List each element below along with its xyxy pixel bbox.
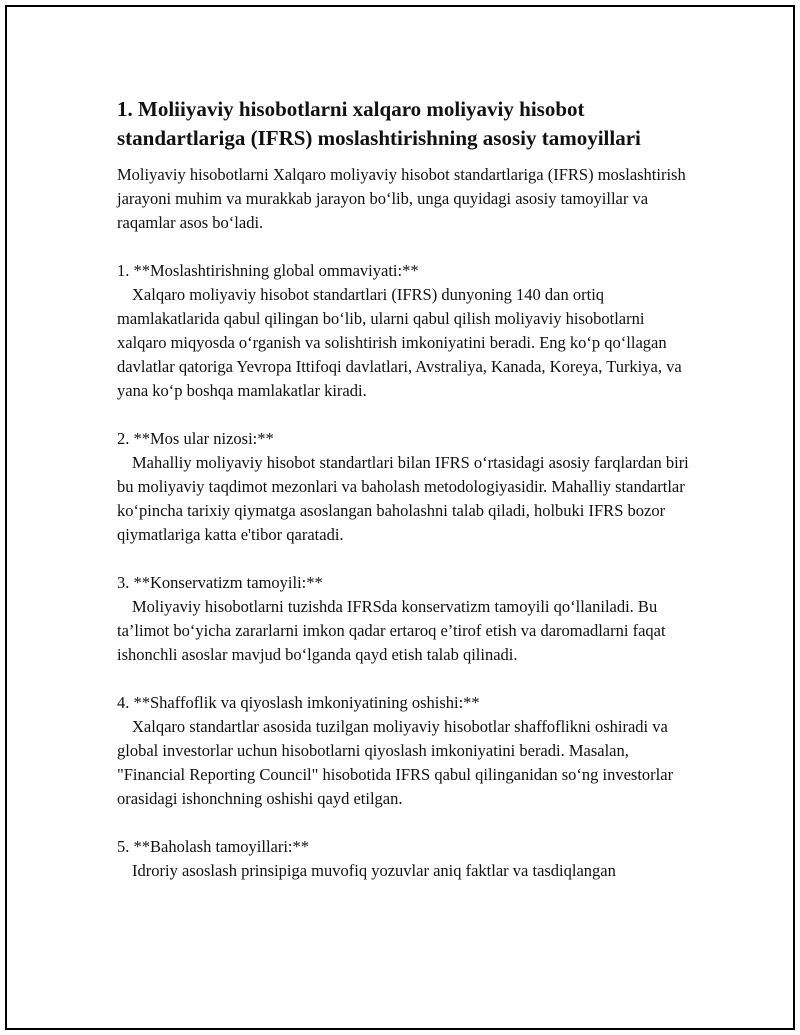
section-4 (117, 691, 697, 811)
section-5 (117, 835, 697, 883)
section-body: Moliyaviy hisobotlarni tuzishda IFRSda konservatizm tamoyili qo‘llaniladi. Bu ta’limot bo‘yicha zararlarni imkon qadar ertaroq e’tirof etish va daromadlarni faqat ishonchli asoslar mavjud bo‘lganda qayd etish talab qilinadi. (117, 597, 666, 664)
page-frame (5, 5, 795, 1030)
section-heading: 4. **Shaffoflik va qiyoslash imkoniyatining oshishi:** (117, 693, 480, 712)
intro-paragraph: Moliyaviy hisobotlarni Xalqaro moliyaviy hisobot standartlariga (IFRS) moslashtirish jarayoni muhim va murakkab jarayon bo‘lib, unga quyidagi asosiy tamoyillar va raqamlar asos bo‘ladi. (117, 165, 686, 232)
section-heading: 3. **Konservatizm tamoyili:** (117, 573, 323, 592)
section-body: Xalqaro standartlar asosida tuzilgan moliyaviy hisobotlar shaffoflikni oshiradi va global investorlar uchun hisobotlarni qiyoslash imkoniyatini beradi. Masalan, "Financial Reporting Council" hisobotida IFRS qabul qilinganidan so‘ng investorlar orasidagi ishonchning oshishi qayd etilgan. (117, 717, 674, 808)
document-content (117, 95, 697, 883)
document-title: 1. Moliiyaviy hisobotlarni xalqaro moliyaviy hisobot standartlariga (IFRS) moslashtirishning asosiy tamoyillari (117, 97, 641, 150)
section-body: Idroriy asoslash prinsipiga muvofiq yozuvlar aniq faktlar va tasdiqlangan (132, 861, 616, 880)
section-body: Mahalliy moliyaviy hisobot standartlari bilan IFRS o‘rtasidagi asosiy farqlardan biri bu moliyaviy taqdimot mezonlari va baholash metodologiyasidir. Mahalliy standartlar ko‘pincha tarixiy qiymatga asoslangan baholashni talab qiladi, holbuki IFRS bozor qiymatlariga katta e'tibor qaratadi. (117, 453, 689, 544)
section-2 (117, 427, 697, 547)
section-heading: 5. **Baholash tamoyillari:** (117, 837, 310, 856)
section-heading: 2. **Mos ular nizosi:** (117, 429, 274, 448)
section-heading: 1. **Moslashtirishning global ommaviyati:** (117, 261, 419, 280)
section-body: Xalqaro moliyaviy hisobot standartlari (IFRS) dunyoning 140 dan ortiq mamlakatlarida qabul qilingan bo‘lib, ularni qabul qilish moliyaviy hisobotlarni xalqaro miqyosda o‘rganish va solishtirish imkoniyatini beradi. Eng ko‘p qo‘llagan davlatlar qatoriga Yevropa Ittifoqi davlatlari, Avstraliya, Kanada, Koreya, Turkiya, va yana ko‘p boshqa mamlakatlar kiradi. (117, 285, 682, 400)
section-1 (117, 259, 697, 403)
section-3 (117, 571, 697, 667)
